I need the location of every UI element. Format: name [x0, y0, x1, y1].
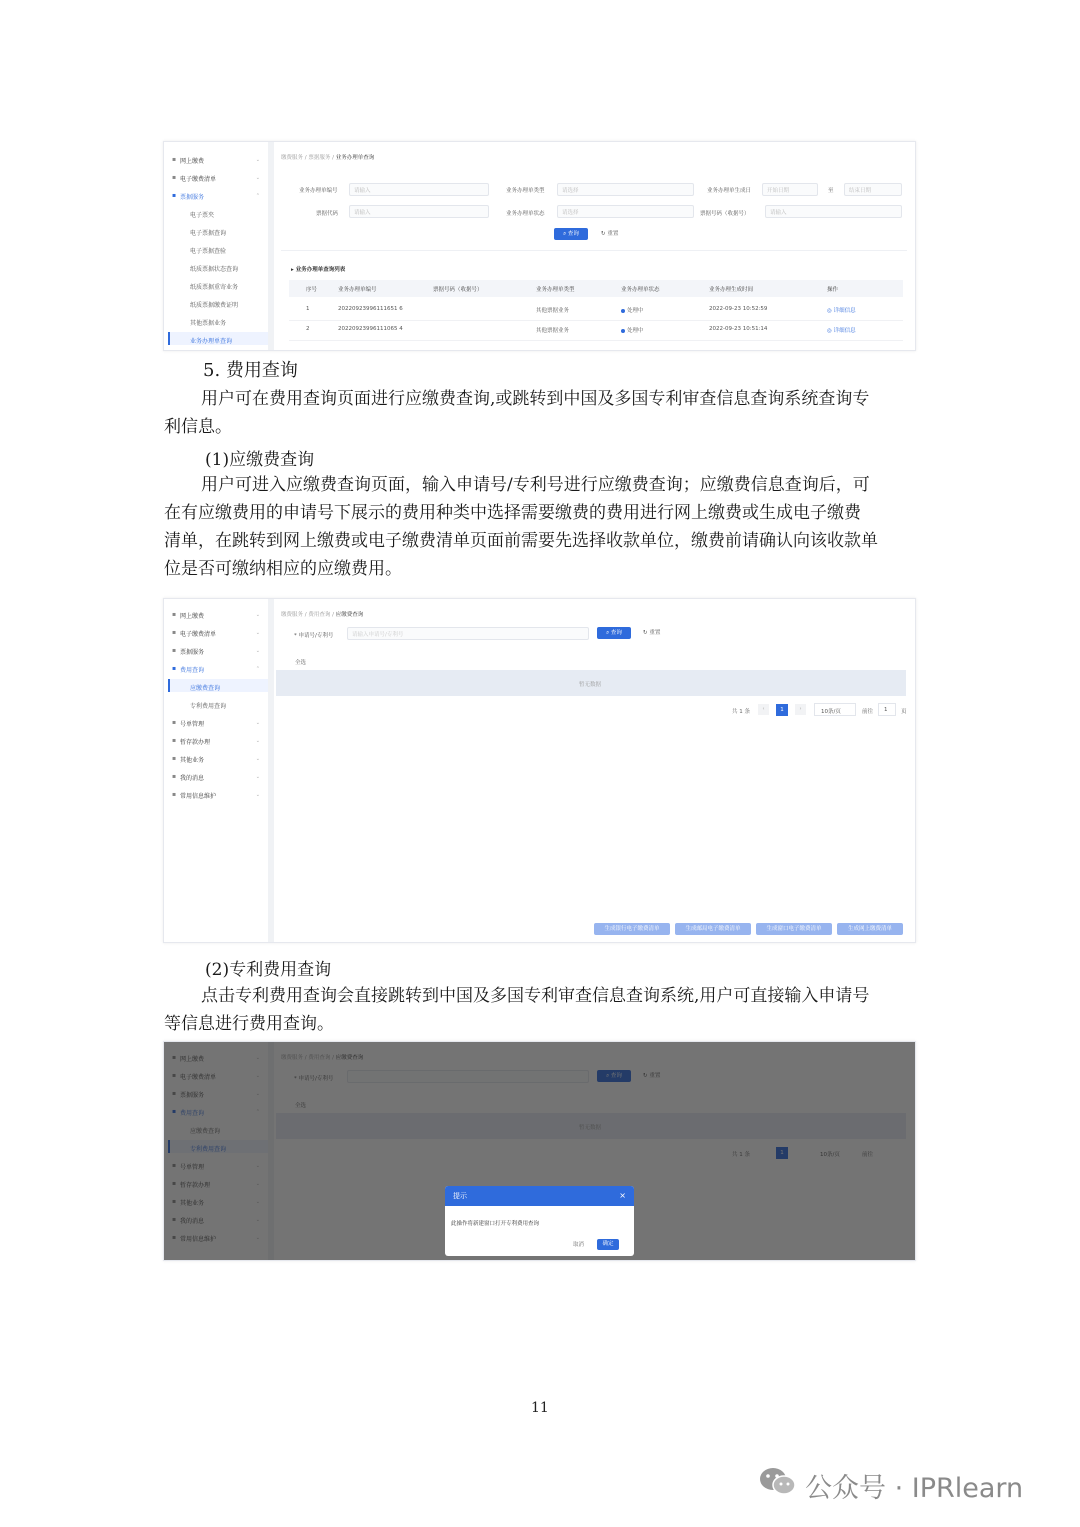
sidebar-item[interactable]: 专利费用查询 [190, 703, 227, 710]
breadcrumb: 缴费服务 / 费用查询 / 应缴费查询 [281, 612, 364, 618]
paragraph-line: 点击专利费用查询会直接跳转到中国及多国专利审查信息查询系统,用户可直接输入申请号 [201, 986, 870, 1006]
sidebar [164, 599, 274, 942]
sidebar-item[interactable]: 纸质票据重寄业务 [190, 284, 239, 291]
dialog-title: 提示 [453, 1192, 467, 1200]
field-label: * 申请号/专利号 [294, 633, 334, 639]
window-list-button[interactable]: 生成窗口电子缴费清单 [756, 923, 832, 935]
chevron-icon: ⌃ [255, 193, 260, 199]
subsection-heading: (2)专利费用查询 [205, 960, 332, 980]
goto-page-input[interactable] [878, 703, 896, 716]
sidebar-item[interactable]: 纸质票据状态查询 [190, 266, 239, 273]
menu-icon: ▪ [172, 773, 177, 780]
screenshot-receipt-query [163, 141, 916, 351]
wechat-icon [758, 1466, 798, 1498]
table-cell: 20220923996111651 6 [338, 306, 403, 312]
date-to-label: 至 [828, 188, 834, 194]
sidebar-item[interactable]: 网上缴费 [180, 613, 205, 620]
page-1-button[interactable]: 1 [776, 704, 788, 716]
placeholder: 开始日期 [767, 188, 790, 194]
receipt-number-input[interactable] [765, 205, 902, 218]
table-cell: 其他票据业务 [536, 328, 570, 334]
empty-text: 暂无数据 [579, 682, 602, 688]
field-label: 业务办理单类型 [506, 188, 545, 194]
next-page-button[interactable]: › [795, 704, 806, 715]
paragraph-line: 清单，在跳转到网上缴费或电子缴费清单页面前需要先选择收款单位，缴费前请确认向该收款单 [164, 531, 878, 551]
table-cell: 其他票据业务 [536, 308, 570, 314]
breadcrumb-item[interactable]: 缴费服务 [281, 155, 304, 161]
chevron-icon: ⌄ [255, 774, 260, 780]
placeholder: 请输入 [354, 210, 371, 216]
chevron-icon: ⌄ [255, 720, 260, 726]
column-header: 业务办理单类型 [536, 287, 575, 293]
subsection-heading: (1)应缴费查询 [205, 450, 315, 470]
reset-label: 重置 [607, 231, 619, 237]
order-status-select[interactable] [557, 205, 694, 218]
search-label: 查询 [567, 231, 579, 237]
chevron-icon: ⌄ [255, 157, 260, 163]
divider [281, 250, 907, 251]
field-label: 票据号码（收据号） [700, 211, 750, 217]
pager-total: 共 1 条 [732, 709, 750, 715]
breadcrumb: 缴费服务 / 票据服务 / 业务办理单查询 [281, 155, 375, 161]
goto-page-value: 1 [884, 707, 888, 713]
menu-icon: ▪ [172, 791, 177, 798]
column-header: 业务办理单编号 [338, 287, 377, 293]
sidebar-item[interactable]: 我的消息 [180, 775, 205, 782]
sidebar-item[interactable]: 网上缴费 [180, 158, 205, 165]
paragraph-line: 等信息进行费用查询。 [164, 1014, 334, 1034]
menu-icon: ▪ [172, 611, 177, 618]
sidebar [164, 142, 274, 350]
paragraph-line: 利信息。 [164, 417, 232, 437]
chevron-icon: ⌄ [255, 612, 260, 618]
sidebar-item[interactable]: 电子票夹 [190, 212, 215, 219]
application-number-input[interactable] [347, 627, 589, 640]
page-size-select[interactable] [814, 703, 856, 716]
close-icon[interactable]: × [619, 1191, 626, 1200]
status-text: 处理中 [627, 308, 644, 314]
sidebar-item[interactable]: 票据服务 [180, 194, 205, 201]
status-dot-icon [621, 309, 625, 313]
sidebar-item[interactable]: 其他业务 [180, 757, 205, 764]
sidebar-item[interactable]: 电子缴费清单 [180, 176, 217, 183]
detail-link[interactable] [827, 306, 856, 314]
sidebar-item[interactable]: 业务办理单查询 [190, 338, 233, 345]
breadcrumb-current: 应缴费查询 [335, 612, 364, 618]
chevron-icon: ⌄ [255, 175, 260, 181]
sidebar-item[interactable]: 应缴费查询 [190, 685, 221, 692]
placeholder: 请输入申请号/专利号 [352, 632, 404, 638]
paragraph-line: 用户可在费用查询页面进行应缴费查询,或跳转到中国及多国专利审查信息查询系统查询专 [201, 389, 870, 409]
sidebar-item[interactable]: 号单管理 [180, 721, 205, 728]
field-label-text: 申请号/专利号 [298, 633, 334, 639]
bank-list-button[interactable]: 生成银行电子缴费清单 [594, 923, 670, 935]
paragraph-line: 用户可进入应缴费查询页面，输入申请号/专利号进行应缴费查询；应缴费信息查询后，可 [201, 475, 870, 495]
select-all-checkbox[interactable]: 全选 [295, 660, 307, 666]
eye-icon: ◎ [827, 308, 834, 314]
breadcrumb-item[interactable]: 缴费服务 [281, 612, 304, 618]
paragraph-line: 在有应缴费用的申请号下展示的费用种类中选择需要缴费的费用进行网上缴费或生成电子缴费 [164, 503, 861, 523]
menu-icon: ▪ [172, 192, 177, 199]
sidebar-item[interactable]: 电子票据查询 [190, 230, 227, 237]
order-type-select[interactable] [557, 183, 694, 196]
sidebar-item[interactable]: 常用信息维护 [180, 793, 217, 800]
empty-table [276, 670, 906, 696]
sidebar-item[interactable]: 电子缴费清单 [180, 631, 217, 638]
placeholder: 结束日期 [849, 188, 872, 194]
sidebar-item[interactable]: 票据服务 [180, 649, 205, 656]
start-date-input[interactable] [762, 183, 818, 196]
post-list-button[interactable]: 生成邮局电子缴费清单 [675, 923, 751, 935]
menu-icon: ▪ [172, 755, 177, 762]
menu-icon: ▪ [172, 156, 177, 163]
search-button[interactable]: ⌕ 查询 [597, 627, 631, 639]
breadcrumb-current: 业务办理单查询 [335, 155, 375, 161]
placeholder: 请选择 [562, 188, 579, 194]
detail-link[interactable] [827, 326, 856, 334]
chevron-icon: ⌄ [255, 630, 260, 636]
column-header: 业务办理单状态 [621, 287, 660, 293]
chevron-icon: ⌄ [255, 792, 260, 798]
confirm-button[interactable]: 确定 [597, 1239, 619, 1250]
reset-button[interactable]: ↻ 重置 [601, 231, 619, 237]
search-button[interactable]: ⌕ 查询 [554, 228, 588, 240]
menu-icon: ▪ [172, 719, 177, 726]
dialog-header [445, 1186, 634, 1206]
page-number: 11 [531, 1400, 549, 1416]
goto-label: 前往 [862, 709, 874, 715]
confirm-dialog [445, 1186, 634, 1256]
search-label: 查询 [610, 630, 622, 636]
placeholder: 请选择 [562, 210, 579, 216]
cancel-button[interactable]: 取消 [573, 1242, 585, 1248]
table-cell: 2 [306, 326, 310, 332]
prev-page-button[interactable]: ‹ [758, 704, 769, 715]
receipt-code-input[interactable] [349, 205, 489, 218]
sidebar-selected-indicator [168, 332, 170, 345]
reset-button[interactable]: ↻ 重置 [643, 630, 661, 636]
reset-label: 重置 [649, 630, 661, 636]
menu-icon: ▪ [172, 174, 177, 181]
breadcrumb-item[interactable]: 费用查询 [308, 612, 331, 618]
list-title-text: 业务办理单查询列表 [295, 267, 346, 273]
eye-icon: ◎ [827, 328, 834, 334]
watermark-text: 公众号 · IPRlearn [805, 1473, 1024, 1504]
status-cell [621, 326, 644, 334]
sidebar-item[interactable]: 纸质票据缴费证明 [190, 302, 239, 309]
table-cell: 2022-09-23 10:51:14 [709, 326, 768, 332]
order-id-input[interactable] [349, 183, 489, 196]
table-header [289, 280, 903, 297]
status-text: 处理中 [627, 328, 644, 334]
placeholder: 请输入 [354, 188, 371, 194]
field-label: 业务办理单生成日 [707, 188, 752, 194]
status-cell [621, 306, 644, 314]
sidebar-item[interactable]: 其他票据业务 [190, 320, 227, 327]
online-list-button[interactable]: 生成网上缴费清单 [837, 923, 903, 935]
table-cell: 20220923996111065 4 [338, 326, 403, 332]
screenshot-due-fee-query [163, 598, 916, 943]
column-header: 票据号码（收据号） [433, 287, 483, 293]
paragraph-line: 位是否可缴纳相应的应缴费用。 [164, 559, 402, 579]
sidebar-item[interactable]: 费用查询 [180, 667, 205, 674]
chevron-icon: ⌄ [255, 648, 260, 654]
chevron-icon: ⌄ [255, 738, 260, 744]
table-cell: 2022-09-23 10:52:59 [709, 306, 768, 312]
detail-link-text: 详细信息 [833, 308, 856, 314]
menu-icon: ▪ [172, 665, 177, 672]
chevron-icon: ⌃ [255, 666, 260, 672]
sidebar-item[interactable]: 电子票据查验 [190, 248, 227, 255]
placeholder: 请输入 [770, 210, 787, 216]
end-date-input[interactable] [844, 183, 902, 196]
field-label: 业务办理单编号 [299, 188, 338, 194]
column-header: 序号 [306, 287, 318, 293]
page-unit-label: 页 [901, 709, 907, 715]
page-size-label: 10条/页 [821, 709, 841, 715]
menu-icon: ▪ [172, 629, 177, 636]
chevron-icon: ⌄ [255, 756, 260, 762]
column-header: 操作 [827, 287, 839, 293]
section-heading: 5. 费用查询 [203, 360, 298, 381]
menu-icon: ▪ [172, 737, 177, 744]
detail-link-text: 详细信息 [833, 328, 856, 334]
sidebar-selected-indicator [168, 679, 170, 692]
status-dot-icon [621, 329, 625, 333]
screenshot-patent-fee-dialog [163, 1041, 916, 1261]
sidebar-item[interactable]: 暂存款办理 [180, 739, 211, 746]
field-label: 业务办理单状态 [506, 211, 545, 217]
field-label: 票据代码 [316, 211, 339, 217]
dialog-message: 此操作将新建窗口打开专利费用查询 [451, 1221, 540, 1227]
breadcrumb-item[interactable]: 票据服务 [308, 155, 331, 161]
table-cell: 1 [306, 306, 310, 312]
list-title: ▸ 业务办理单查询列表 [291, 267, 346, 273]
menu-icon: ▪ [172, 647, 177, 654]
column-header: 业务办理生成时间 [709, 287, 754, 293]
